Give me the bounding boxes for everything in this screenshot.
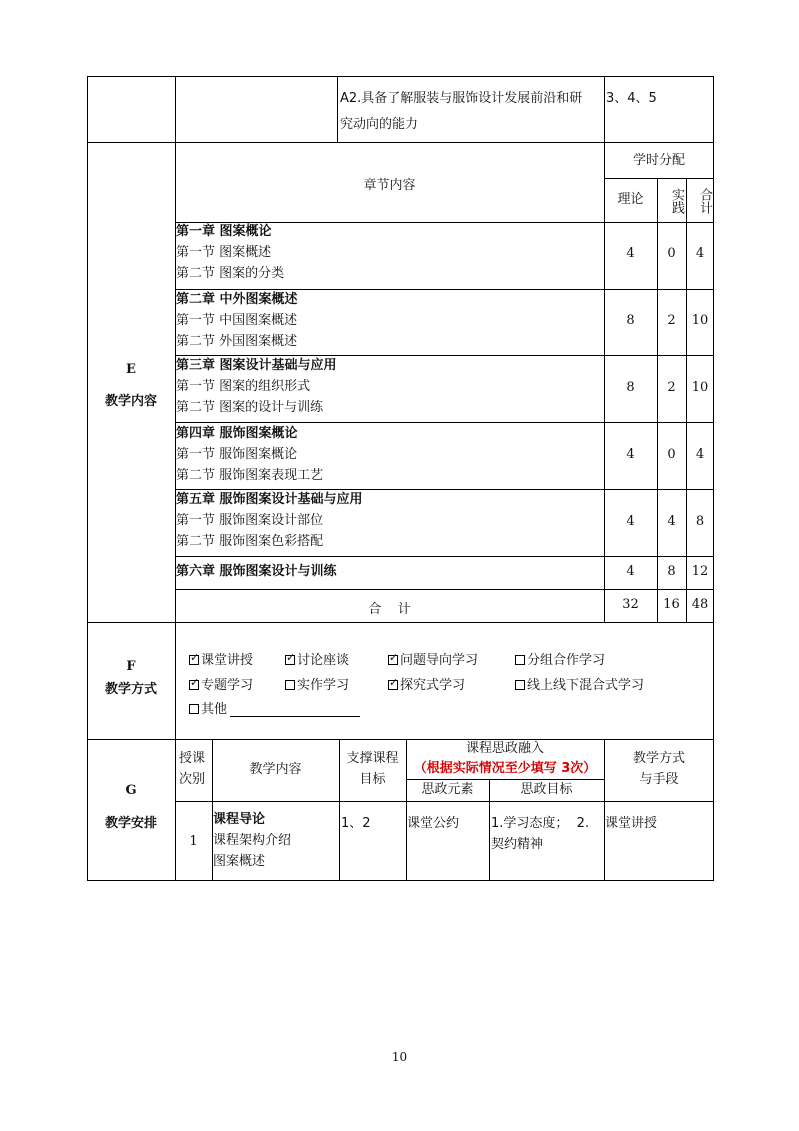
session-header-line2: 次别: [179, 772, 206, 787]
table-border-left: [87, 76, 88, 881]
method-header-line1: 教学方式: [632, 751, 685, 766]
sum-total: 48: [691, 597, 709, 612]
theory-hours: 4: [626, 447, 635, 462]
total-hours: 8: [695, 514, 705, 529]
method-label: 其他: [201, 702, 228, 717]
ideology-header: 课程思政融入: [465, 741, 544, 756]
section-f-title: 教学方式: [104, 682, 157, 697]
method-label: 讨论座谈: [297, 653, 350, 668]
table-border-bottom: [87, 880, 714, 881]
divider: [175, 739, 176, 880]
chapter-title: 第三章 图案设计基础与应用: [176, 358, 337, 373]
session-number: 1: [189, 834, 198, 849]
goal-header-line2: 目标: [359, 772, 386, 787]
method-checkbox[interactable]: [285, 651, 349, 671]
teaching-method: 课堂讲授: [605, 816, 658, 831]
method-label: 专题学习: [201, 678, 254, 693]
sum-theory: 32: [622, 597, 639, 612]
total-hours: 10: [691, 380, 709, 395]
element-header: 思政元素: [421, 782, 474, 797]
divider: [87, 739, 714, 740]
content-item: 课程架构介绍: [213, 833, 292, 848]
sum-label: 合 计: [368, 602, 411, 617]
checkbox-icon: [515, 655, 525, 665]
chapter-title: 第六章 服饰图案设计与训练: [176, 564, 337, 579]
chapter-section: 第一节 中国图案概述: [176, 313, 298, 328]
chapter-section: 第一节 图案的组织形式: [176, 379, 311, 394]
other-fill-line[interactable]: [230, 716, 360, 717]
checkbox-icon: [285, 680, 295, 690]
chapter-section: 第二节 服饰图案表现工艺: [176, 468, 324, 483]
chapter-title: 第二章 中外图案概述: [176, 292, 298, 307]
checkbox-icon: [285, 655, 295, 665]
chapter-content-header: 章节内容: [363, 178, 416, 193]
sum-practice: 16: [663, 597, 680, 612]
method-header-line2: 与手段: [639, 772, 679, 787]
theory-hours: 8: [626, 380, 635, 395]
practice-header: [657, 180, 686, 222]
chapter-title: 第四章 服饰图案概论: [176, 426, 298, 441]
goal-header-line1: 支撑课程: [346, 751, 399, 766]
chapter-section: 第二节 图案的设计与训练: [176, 400, 324, 415]
ideology-element: 课堂公约: [407, 816, 460, 831]
practice-header-text: 实践: [669, 188, 684, 214]
content-item: 图案概述: [213, 854, 266, 869]
total-hours: 4: [695, 447, 705, 462]
hours-allocation-header: 学时分配: [632, 153, 685, 168]
session-header-line1: 授课: [179, 751, 206, 766]
practice-hours: 8: [667, 564, 676, 579]
table-border-top: [87, 76, 714, 77]
divider: [604, 178, 714, 179]
checkbox-icon: [189, 704, 199, 714]
method-label: 线上线下混合式学习: [527, 678, 645, 693]
ideology-note: （根据实际情况至少填写 3次）: [413, 761, 597, 776]
content-header: 教学内容: [249, 762, 302, 777]
section-e-code: E: [126, 362, 136, 377]
total-hours: 12: [691, 564, 709, 579]
practice-hours: 0: [667, 246, 676, 261]
practice-hours: 0: [667, 447, 676, 462]
divider: [175, 801, 714, 802]
method-checkbox[interactable]: [515, 651, 605, 671]
theory-hours: 8: [626, 313, 635, 328]
practice-hours: 4: [667, 514, 676, 529]
objective-mapping: 3、4、5: [606, 91, 657, 106]
checkbox-icon: [515, 680, 525, 690]
checkbox-icon: [189, 655, 199, 665]
method-checkbox[interactable]: [388, 676, 465, 696]
objective-text-line1: A2.具备了解服装与服饰设计发展前沿和研: [340, 91, 583, 106]
divider: [604, 76, 605, 142]
theory-hours: 4: [626, 564, 635, 579]
method-checkbox[interactable]: [189, 676, 253, 696]
section-f-code: F: [126, 659, 136, 674]
checkbox-icon: [388, 655, 398, 665]
chapter-title: 第一章 图案概论: [176, 224, 272, 239]
method-checkbox[interactable]: [388, 651, 478, 671]
practice-hours: 2: [667, 380, 676, 395]
practice-hours: 2: [667, 313, 676, 328]
divider: [175, 622, 176, 739]
ideology-goal-line1: 1.学习态度； 2.: [491, 816, 590, 831]
method-checkbox[interactable]: [189, 700, 227, 720]
method-label: 课堂讲授: [201, 653, 254, 668]
supported-goals: 1、2: [341, 816, 371, 831]
section-g-title: 教学安排: [104, 816, 157, 831]
checkbox-icon: [388, 680, 398, 690]
checkbox-icon: [189, 680, 199, 690]
chapter-section: 第一节 服饰图案设计部位: [176, 513, 324, 528]
divider: [175, 556, 714, 557]
ideology-goal-header: 思政目标: [520, 782, 573, 797]
objective-text-line2: 究动向的能力: [340, 117, 419, 132]
divider: [175, 589, 714, 590]
chapter-section: 第二节 服饰图案色彩搭配: [176, 534, 324, 549]
method-checkbox[interactable]: [285, 676, 349, 696]
theory-header: 理论: [617, 192, 644, 207]
theory-hours: 4: [626, 246, 635, 261]
method-label: 实作学习: [297, 678, 350, 693]
section-g-code: G: [125, 783, 137, 798]
page-number: 10: [391, 1050, 408, 1064]
divider: [87, 142, 714, 143]
method-label: 分组合作学习: [527, 653, 606, 668]
chapter-section: 第二节 外国图案概述: [176, 334, 298, 349]
theory-hours: 4: [626, 514, 635, 529]
section-e-title: 教学内容: [104, 394, 157, 409]
chapter-section: 第一节 图案概述: [176, 245, 272, 260]
divider: [175, 422, 714, 423]
divider: [337, 76, 338, 142]
chapter-section: 第一节 服饰图案概论: [176, 447, 298, 462]
chapter-section: 第二节 图案的分类: [176, 266, 285, 281]
chapter-title: 第五章 服饰图案设计基础与应用: [176, 492, 363, 507]
divider: [175, 76, 176, 142]
method-checkbox[interactable]: [515, 676, 644, 696]
divider: [87, 622, 714, 623]
content-title: 课程导论: [213, 812, 266, 827]
total-header-text: 合计: [697, 188, 712, 214]
total-header: [686, 180, 714, 222]
method-label: 问题导向学习: [400, 653, 479, 668]
ideology-goal-line2: 契约精神: [491, 837, 544, 852]
method-checkbox[interactable]: [189, 651, 253, 671]
method-label: 探究式学习: [400, 678, 466, 693]
total-hours: 4: [695, 246, 705, 261]
total-hours: 10: [691, 313, 709, 328]
